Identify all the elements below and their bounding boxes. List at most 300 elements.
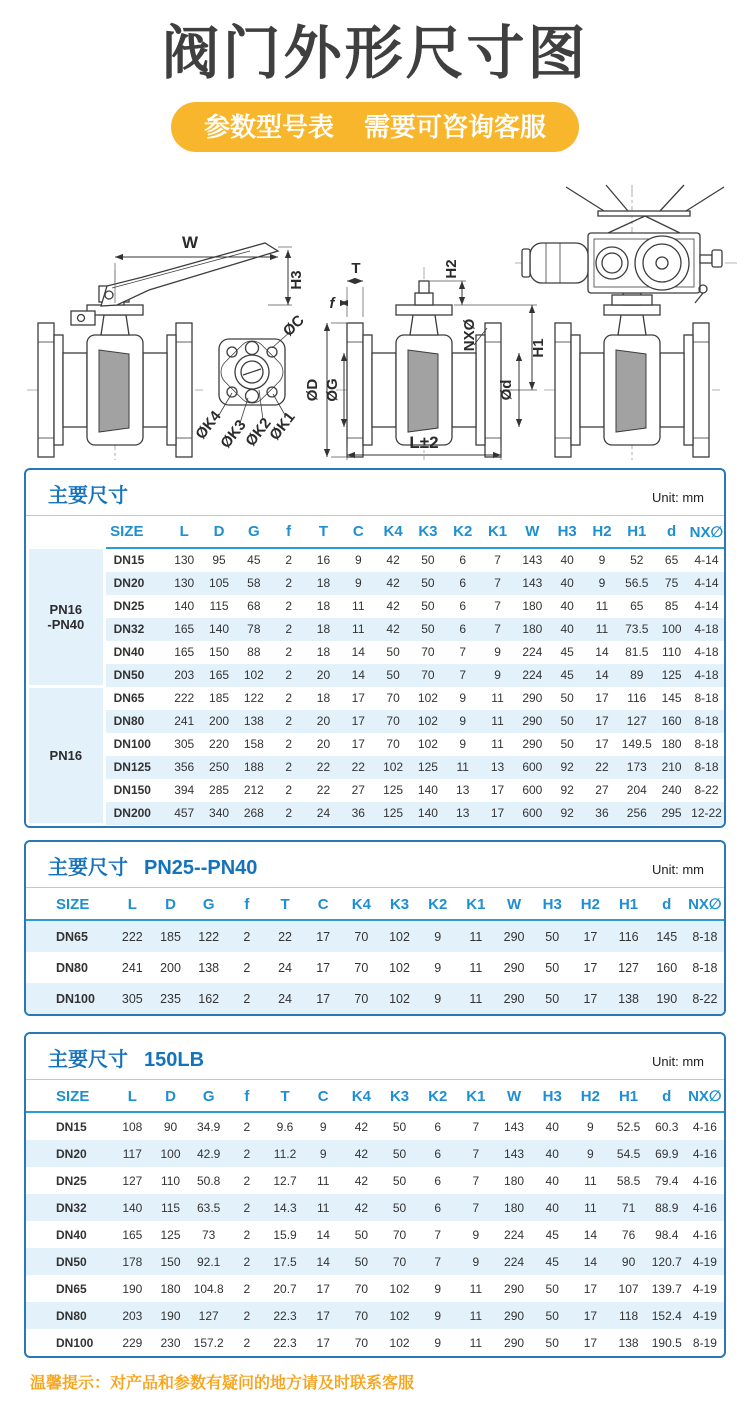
table-cell: 220 xyxy=(209,737,230,752)
dim-label-w: W xyxy=(181,232,199,252)
column-header: d xyxy=(654,516,689,548)
table-cell: 18 xyxy=(316,599,331,614)
table-cell: 27 xyxy=(351,783,365,798)
table-cell: 105 xyxy=(202,572,237,595)
table-cell: 6 xyxy=(459,599,467,614)
table-cell: 22.3 xyxy=(273,1335,297,1350)
table-title: 主要尺寸 xyxy=(48,484,128,507)
size-cell: DN80 xyxy=(104,710,167,733)
table-cell: 11 xyxy=(491,737,504,752)
table-cell: 17 xyxy=(595,691,609,706)
table-cell: 36 xyxy=(585,802,620,825)
table-cell: 7 xyxy=(457,1140,495,1167)
page-title: 阀门外形尺寸图 xyxy=(161,21,589,86)
size-cell: DN100 xyxy=(26,983,113,1014)
size-cell: DN100 xyxy=(56,1335,94,1350)
table-cell: 6 xyxy=(419,1194,457,1221)
table-cell: 2 xyxy=(271,618,306,641)
table-cell: 50 xyxy=(533,983,571,1014)
table-cell: 88.9 xyxy=(648,1194,686,1221)
table-cell: 241 xyxy=(167,710,202,733)
column-header: G xyxy=(190,1080,228,1112)
table-cell: 17 xyxy=(480,802,515,825)
table-cell: 90 xyxy=(609,1248,647,1275)
table-cell: 127 xyxy=(619,710,654,733)
table-cell: 7 xyxy=(472,1119,480,1134)
table-cell: 15.9 xyxy=(273,1227,297,1242)
table-cell: 4-16 xyxy=(686,1140,724,1167)
table-cell: 116 xyxy=(609,920,647,952)
size-cell: DN32 xyxy=(104,618,167,641)
table-cell: 22.3 xyxy=(266,1302,304,1329)
table-cell: 40 xyxy=(545,1173,559,1188)
table-cell: 256 xyxy=(619,802,654,825)
table-cell: 7 xyxy=(480,618,515,641)
table-cell: 13 xyxy=(456,783,470,798)
table-cell: 290 xyxy=(504,1335,525,1350)
table-cell: 100 xyxy=(654,618,689,641)
table-cell: 8-18 xyxy=(689,710,724,733)
table-cell: 173 xyxy=(619,756,654,779)
table-row xyxy=(28,595,725,618)
table-cell: 9 xyxy=(419,920,457,952)
table-cell: 11 xyxy=(341,618,376,641)
table-cell: 140 xyxy=(174,599,195,614)
table-cell: 102 xyxy=(417,691,438,706)
table-cell: 125 xyxy=(376,802,411,825)
table-cell: 210 xyxy=(654,756,689,779)
table-cell: 140 xyxy=(417,783,438,798)
table-row xyxy=(26,1167,724,1194)
table-cell: 9 xyxy=(445,710,480,733)
table-cell: 50 xyxy=(560,737,574,752)
table-cell: 9 xyxy=(494,645,501,660)
table-cell: 118 xyxy=(609,1302,647,1329)
table-cell: 305 xyxy=(113,983,151,1014)
table-cell: 224 xyxy=(504,1227,525,1242)
table-cell: 70 xyxy=(421,645,435,660)
column-header: SIZE xyxy=(104,516,167,548)
table-cell: 7 xyxy=(445,664,480,687)
table-cell: 140 xyxy=(202,618,237,641)
column-header: NX∅ xyxy=(686,888,724,920)
column-header: W xyxy=(495,1080,533,1112)
table-cell: 17 xyxy=(583,960,598,975)
table-cell: 143 xyxy=(515,572,550,595)
table-cell: 4-18 xyxy=(694,645,719,660)
dim-label-nx: NXØ xyxy=(461,318,478,352)
table-cell: 40 xyxy=(533,1194,571,1221)
table-cell: 50 xyxy=(380,1140,418,1167)
table-cell: 70 xyxy=(342,920,380,952)
table-row xyxy=(26,1140,724,1167)
table-cell: 78 xyxy=(236,618,271,641)
table-cell: 14 xyxy=(316,1227,330,1242)
table-cell: 76 xyxy=(621,1227,636,1242)
table-cell: 7 xyxy=(480,572,515,595)
table-cell: 149.5 xyxy=(621,737,652,752)
column-header: H1 xyxy=(619,516,654,548)
table-cell: 7 xyxy=(494,553,501,568)
table-cell: 140 xyxy=(411,802,446,825)
table-cell: 8-18 xyxy=(689,756,724,779)
table-title: 主要尺寸 xyxy=(48,857,128,880)
banner-right-text: 需要可咨询客服 xyxy=(364,111,547,142)
unit-label: Unit: mm xyxy=(652,1054,704,1070)
column-header: T xyxy=(306,516,341,548)
table-cell: 190.5 xyxy=(651,1335,682,1350)
table-cell: 4-14 xyxy=(694,599,719,614)
dimension-table xyxy=(26,1080,724,1356)
size-cell: DN80 xyxy=(56,960,88,975)
table-cell: 56.5 xyxy=(619,572,654,595)
table-cell: 8-19 xyxy=(692,1335,717,1350)
table-cell: 11 xyxy=(571,1194,609,1221)
table-cell: 9 xyxy=(419,983,457,1014)
table-row xyxy=(28,779,725,802)
table-cell: 70 xyxy=(386,737,400,752)
table-cell: 7 xyxy=(494,599,501,614)
table-cell: 50 xyxy=(380,1194,418,1221)
size-cell: DN15 xyxy=(56,1119,87,1134)
table-cell: 235 xyxy=(151,983,189,1014)
table-cell: 102 xyxy=(417,737,438,752)
tables-area xyxy=(24,468,726,1359)
table-cell: 224 xyxy=(495,1248,533,1275)
column-header: NX∅ xyxy=(689,516,724,548)
section-valve-view xyxy=(304,259,547,460)
table-cell: 17 xyxy=(351,737,365,752)
table-cell: 17 xyxy=(571,983,609,1014)
table-cell: 127 xyxy=(190,1302,228,1329)
dim-label-h1: H1 xyxy=(530,338,547,358)
table-cell: 9 xyxy=(341,572,376,595)
table-row xyxy=(28,572,725,595)
table-cell: 150 xyxy=(209,645,230,660)
table-cell: 14 xyxy=(571,1248,609,1275)
dim-label-f: f xyxy=(329,294,335,312)
column-header: K4 xyxy=(342,888,380,920)
table-cell: 102 xyxy=(376,756,411,779)
table-cell: 22 xyxy=(306,756,341,779)
column-header: G xyxy=(236,516,271,548)
table-cell: 7 xyxy=(419,1248,457,1275)
table-cell: 138 xyxy=(609,983,647,1014)
table-cell: 75 xyxy=(654,572,689,595)
table-cell: 14 xyxy=(351,645,365,660)
table-cell: 2 xyxy=(228,1248,266,1275)
size-cell: DN65 xyxy=(26,920,113,952)
table-cell: 73 xyxy=(202,1227,216,1242)
table-cell: 17 xyxy=(571,920,609,952)
table-cell: 120.7 xyxy=(648,1248,686,1275)
table-cell: 27 xyxy=(595,783,609,798)
table-cell: 36 xyxy=(341,802,376,825)
table-cell: 70 xyxy=(386,691,400,706)
column-header: W xyxy=(515,516,550,548)
actuator-valve-view xyxy=(515,185,738,460)
table-cell: 7 xyxy=(459,645,467,660)
footer-note: 温馨提示：对产品和参数有疑问的地方请及时联系客服 xyxy=(30,1375,415,1393)
table-cell: 14.3 xyxy=(266,1194,304,1221)
dim-label-dc: ØC xyxy=(279,311,308,340)
table-cell: 17 xyxy=(341,710,376,733)
table-cell: 40 xyxy=(560,599,574,614)
pressure-group-label: PN16 xyxy=(28,687,105,825)
size-cell: DN40 xyxy=(113,645,145,660)
table-cell: 117 xyxy=(113,1140,151,1167)
table-cell: 127 xyxy=(122,1173,143,1188)
table-cell: 24 xyxy=(278,960,292,975)
table-cell: 92 xyxy=(550,802,585,825)
table-cell: 20 xyxy=(316,737,331,752)
table-cell: 203 xyxy=(167,664,202,687)
table-cell: 60.3 xyxy=(655,1119,679,1134)
table-cell: 8-22 xyxy=(694,783,719,798)
table-cell: 17 xyxy=(304,920,342,952)
table-cell: 11.2 xyxy=(266,1140,304,1167)
table-cell: 125 xyxy=(383,783,404,798)
table-cell: 102 xyxy=(389,1281,410,1296)
table-cell: 50 xyxy=(342,1248,380,1275)
table-cell: 8-18 xyxy=(694,737,719,752)
table-cell: 222 xyxy=(113,920,151,952)
table-cell: 42 xyxy=(386,599,400,614)
table-cell: 457 xyxy=(167,802,202,825)
table-cell: 2 xyxy=(228,1140,266,1167)
table-cell: 160 xyxy=(654,710,689,733)
table-cell: 102 xyxy=(389,1335,410,1350)
table-cell: 11 xyxy=(445,756,480,779)
table-cell: 2 xyxy=(285,553,292,568)
table-cell: 54.5 xyxy=(609,1140,647,1167)
size-cell: DN20 xyxy=(104,572,167,595)
column-header: L xyxy=(113,1080,151,1112)
column-header: H2 xyxy=(571,888,609,920)
column-header: NX∅ xyxy=(686,1080,724,1112)
table-cell: 2 xyxy=(271,802,306,825)
table-cell: 600 xyxy=(515,802,550,825)
table-cell: 2 xyxy=(228,983,266,1014)
table-cell: 11 xyxy=(469,960,483,975)
column-header: K1 xyxy=(480,516,515,548)
table-cell: 42 xyxy=(354,1173,369,1188)
size-cell: DN50 xyxy=(26,1248,113,1275)
table-row xyxy=(28,641,725,664)
table-cell: 52 xyxy=(630,553,644,568)
size-cell: DN25 xyxy=(56,1173,87,1188)
table-cell: 140 xyxy=(113,1194,151,1221)
column-header: T xyxy=(266,1080,304,1112)
column-header: L xyxy=(113,888,151,920)
table-cell: 2 xyxy=(243,960,251,975)
size-cell: DN20 xyxy=(26,1140,113,1167)
table-cell: 8-18 xyxy=(686,920,724,952)
table-cell: 143 xyxy=(504,1119,525,1134)
table-cell: 50 xyxy=(533,920,571,952)
table-cell: 102 xyxy=(380,983,418,1014)
table-cell: 71 xyxy=(609,1194,647,1221)
table-cell: 190 xyxy=(122,1281,143,1296)
table-cell: 11 xyxy=(491,691,504,706)
column-header: H1 xyxy=(609,888,647,920)
table-cell: 17 xyxy=(304,1302,342,1329)
table-cell: 42 xyxy=(386,553,400,568)
table-cell: 290 xyxy=(495,920,533,952)
column-header: D xyxy=(202,516,237,548)
table-cell: 42 xyxy=(342,1140,380,1167)
size-cell: DN65 xyxy=(56,1281,87,1296)
table-cell: 290 xyxy=(504,1281,525,1296)
table-cell: 295 xyxy=(654,802,689,825)
size-cell: DN25 xyxy=(113,599,145,614)
size-cell: DN65 xyxy=(113,691,145,706)
dimension-table-section-pn25-pn40 xyxy=(24,840,726,1016)
table-cell: 89 xyxy=(619,664,654,687)
table-cell: 95 xyxy=(212,553,226,568)
table-cell: 13 xyxy=(445,802,480,825)
table-cell: 58.5 xyxy=(616,1173,641,1188)
table-cell: 11 xyxy=(304,1194,342,1221)
table-cell: 40 xyxy=(545,1119,559,1134)
table-cell: 52.5 xyxy=(616,1119,641,1134)
table-cell: 356 xyxy=(167,756,202,779)
table-cell: 11 xyxy=(469,1335,483,1350)
table-cell: 90 xyxy=(163,1119,178,1134)
table-cell: 9 xyxy=(434,960,442,975)
table-cell: 130 xyxy=(167,572,202,595)
table-cell: 70 xyxy=(392,1227,407,1242)
table-cell: 13 xyxy=(480,756,515,779)
dim-label-k3: ØK3 xyxy=(217,416,250,452)
column-header: d xyxy=(648,1080,686,1112)
table-cell: 40 xyxy=(550,618,585,641)
table-cell: 290 xyxy=(522,691,543,706)
table-row xyxy=(26,1221,724,1248)
column-header: D xyxy=(151,1080,189,1112)
table-cell: 22 xyxy=(266,920,304,952)
table-cell: 145 xyxy=(648,920,686,952)
table-cell: 45 xyxy=(247,553,261,568)
table-cell: 115 xyxy=(209,599,229,614)
table-cell: 92 xyxy=(560,783,574,798)
column-header: f xyxy=(228,888,266,920)
table-cell: 2 xyxy=(243,1335,251,1350)
table-cell: 224 xyxy=(515,664,550,687)
table-cell: 4-18 xyxy=(689,664,724,687)
column-header: T xyxy=(266,888,304,920)
table-cell: 17 xyxy=(316,1281,330,1296)
table-cell: 125 xyxy=(411,756,446,779)
column-header: H2 xyxy=(571,1080,609,1112)
table-cell: 18 xyxy=(316,691,331,706)
flange-face-view xyxy=(192,312,308,452)
table-cell: 85 xyxy=(664,599,679,614)
column-header: K4 xyxy=(376,516,411,548)
table-cell: 50 xyxy=(421,599,435,614)
table-cell: 110 xyxy=(160,1173,181,1188)
table-cell: 73.5 xyxy=(619,618,654,641)
table-row xyxy=(26,1275,724,1302)
table-cell: 143 xyxy=(522,553,543,568)
table-cell: 45 xyxy=(560,645,574,660)
column-header: K3 xyxy=(380,1080,418,1112)
table-cell: 394 xyxy=(174,783,195,798)
table-cell: 180 xyxy=(522,599,543,614)
dim-label-l: L±2 xyxy=(409,432,439,452)
table-cell: 14 xyxy=(583,1227,598,1242)
table-cell: 40 xyxy=(533,1140,571,1167)
table-cell: 188 xyxy=(236,756,271,779)
table-row xyxy=(28,710,725,733)
column-header: f xyxy=(228,1080,266,1112)
table-cell: 17 xyxy=(304,983,342,1014)
table-cell: 4-18 xyxy=(689,618,724,641)
table-cell: 138 xyxy=(198,960,220,975)
table-row xyxy=(28,802,725,825)
dim-label-dG: ØG xyxy=(324,378,341,402)
table-cell: 2 xyxy=(228,920,266,952)
table-row xyxy=(26,1194,724,1221)
table-cell: 50 xyxy=(376,664,411,687)
table-cell: 2 xyxy=(285,599,292,614)
table-cell: 17 xyxy=(351,691,365,706)
table-cell: 92.1 xyxy=(190,1248,228,1275)
table-cell: 50 xyxy=(392,1173,407,1188)
table-cell: 50 xyxy=(545,1281,559,1296)
table-cell: 70 xyxy=(380,1248,418,1275)
table-cell: 88 xyxy=(247,645,261,660)
table-cell: 24 xyxy=(306,802,341,825)
table-cell: 6 xyxy=(459,553,467,568)
table-titlebar xyxy=(26,842,724,888)
table-cell: 9 xyxy=(472,1227,480,1242)
table-cell: 290 xyxy=(522,737,543,752)
table-cell: 9 xyxy=(598,553,606,568)
table-cell: 18 xyxy=(306,572,341,595)
table-cell: 2 xyxy=(271,664,306,687)
table-cell: 11 xyxy=(352,599,365,614)
table-cell: 22 xyxy=(316,783,331,798)
table-cell: 9 xyxy=(319,1119,327,1134)
table-cell: 50 xyxy=(560,691,574,706)
table-cell: 2 xyxy=(271,710,306,733)
table-titlebar xyxy=(26,1034,724,1080)
table-cell: 4-16 xyxy=(692,1227,717,1242)
table-cell: 17 xyxy=(571,1302,609,1329)
table-cell: 11 xyxy=(585,618,620,641)
table-cell: 165 xyxy=(174,645,195,660)
table-cell: 145 xyxy=(661,691,682,706)
table-cell: 9 xyxy=(354,553,362,568)
table-cell: 6 xyxy=(434,1119,442,1134)
size-cell: DN100 xyxy=(113,737,151,752)
table-cell: 4-19 xyxy=(686,1248,724,1275)
size-cell: DN80 xyxy=(26,1302,113,1329)
table-cell: 6 xyxy=(419,1140,457,1167)
table-cell: 12.7 xyxy=(273,1173,297,1188)
table-row xyxy=(26,920,724,952)
table-cell: 143 xyxy=(495,1140,533,1167)
table-cell: 20 xyxy=(306,664,341,687)
table-cell: 17 xyxy=(595,737,609,752)
table-cell: 50 xyxy=(354,1227,369,1242)
table-cell: 22 xyxy=(341,756,376,779)
table-cell: 240 xyxy=(661,783,682,798)
table-cell: 98.4 xyxy=(655,1227,679,1242)
table-cell: 190 xyxy=(648,983,686,1014)
table-cell: 9 xyxy=(587,1119,594,1134)
